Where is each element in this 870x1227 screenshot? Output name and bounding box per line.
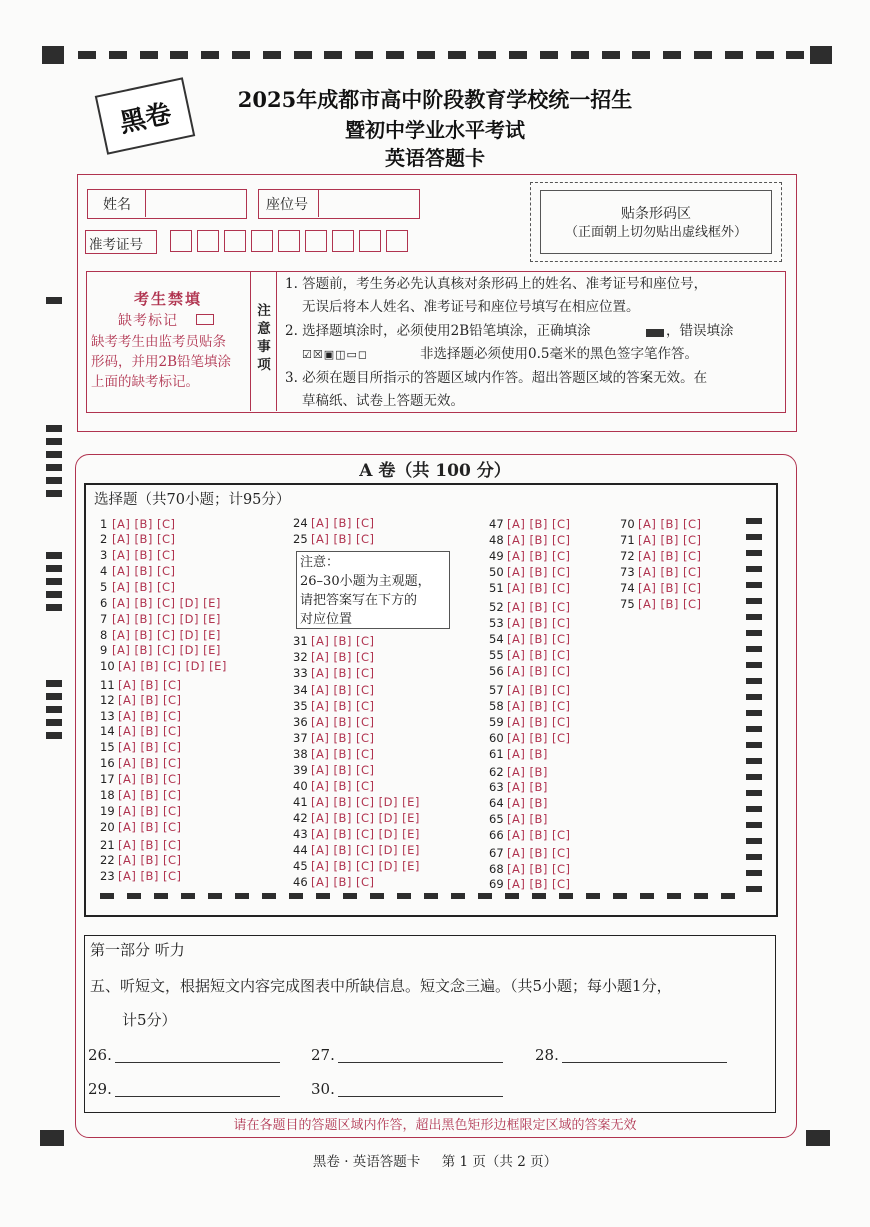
answer-options[interactable]: [A] [B] [C] xyxy=(507,616,571,630)
barcode-title: 贴条形码区 xyxy=(621,206,691,222)
question-number: 62 xyxy=(489,765,504,779)
question-number: 56 xyxy=(489,664,504,678)
notes-label-char: 项 xyxy=(257,357,271,373)
question-number: 40 xyxy=(293,779,308,793)
seat-label: 座位号 xyxy=(266,197,308,213)
section-a-title: A 卷（共 100 分） xyxy=(359,461,511,481)
answer-options[interactable]: [A] [B] [C] xyxy=(507,648,571,662)
question-number: 65 xyxy=(489,812,504,826)
bottom-timing-dash xyxy=(316,893,330,899)
question-number: 74 xyxy=(620,581,635,595)
question-number: 4 xyxy=(100,564,108,578)
answer-options[interactable]: [A] [B] [C] xyxy=(311,875,375,889)
question-number: 48 xyxy=(489,533,504,547)
blank-27-label: 27. xyxy=(311,1046,335,1064)
blank-29-label: 29. xyxy=(88,1080,112,1098)
choice-right-marks xyxy=(746,518,764,908)
answer-options[interactable]: [A] [B] [C] xyxy=(507,581,571,595)
answer-options[interactable]: [A] [B] [C] [D] [E] xyxy=(311,843,420,857)
question-number: 39 xyxy=(293,763,308,777)
question-number: 59 xyxy=(489,715,504,729)
answer-options[interactable]: [A] [B] [C] xyxy=(311,666,375,680)
corner-mark-br xyxy=(806,1130,830,1146)
right-timing-mark xyxy=(746,678,762,684)
blank-28-label: 28. xyxy=(535,1046,559,1064)
question-number: 6 xyxy=(100,596,108,610)
answer-options[interactable]: [A] [B] [C] xyxy=(311,779,375,793)
answer-options[interactable]: [A] [B] [C] xyxy=(638,549,702,563)
bottom-timing-dash xyxy=(505,893,519,899)
question-number: 25 xyxy=(293,532,308,546)
answer-options[interactable]: [A] [B] [C] xyxy=(507,600,571,614)
bottom-timing-dash xyxy=(154,893,168,899)
question-number: 67 xyxy=(489,846,504,860)
out-of-area-warning: 请在各题目的答题区域内作答，超出黑色矩形边框限定区域的答案无效 xyxy=(233,1118,637,1133)
answer-options[interactable]: [A] [B] [C] xyxy=(311,715,375,729)
question-number: 58 xyxy=(489,699,504,713)
bottom-timing-dash xyxy=(586,893,600,899)
bottom-timing-dash xyxy=(694,893,708,899)
bottom-timing-dash xyxy=(208,893,222,899)
answer-options[interactable]: [A] [B] [C] [D] [E] xyxy=(118,659,227,673)
answer-options[interactable]: [A] [B] [C] xyxy=(311,532,375,546)
question-number: 47 xyxy=(489,517,504,531)
question-number: 68 xyxy=(489,862,504,876)
answer-options[interactable]: [A] [B] xyxy=(507,812,548,826)
question-number: 55 xyxy=(489,648,504,662)
question-number: 33 xyxy=(293,666,308,680)
bottom-timing-dash xyxy=(262,893,276,899)
question-number: 16 xyxy=(100,756,115,770)
question-number: 9 xyxy=(100,643,108,657)
right-timing-mark xyxy=(746,630,762,636)
page-footer: 黑卷 · 英语答题卡 第 1 页（共 2 页） xyxy=(312,1154,558,1170)
bottom-timing-dash xyxy=(289,893,303,899)
exam-subtitle: 暨初中学业水平考试 xyxy=(345,118,525,142)
bottom-timing-dash xyxy=(532,893,546,899)
right-timing-mark xyxy=(746,822,762,828)
answer-options[interactable]: [A] [B] [C] xyxy=(118,820,182,834)
question-number: 70 xyxy=(620,517,635,531)
answer-options[interactable]: [A] [B] [C] xyxy=(507,664,571,678)
blank-29-line[interactable] xyxy=(115,1096,280,1097)
question-number: 19 xyxy=(100,804,115,818)
answer-options[interactable]: [A] [B] [C] xyxy=(638,581,702,595)
question-number: 35 xyxy=(293,699,308,713)
right-timing-mark xyxy=(746,566,762,572)
answer-options[interactable]: [A] [B] xyxy=(507,747,548,761)
blank-26-label: 26. xyxy=(88,1046,112,1064)
question-number: 22 xyxy=(100,853,115,867)
answer-options[interactable]: [A] [B] [C] xyxy=(311,699,375,713)
notice-title: 注意： xyxy=(300,555,340,570)
answer-options[interactable]: [A] [B] [C] xyxy=(112,580,176,594)
answer-options[interactable]: [A] [B] [C] xyxy=(311,763,375,777)
answer-options[interactable]: [A] [B] [C] xyxy=(507,828,571,842)
part1-title: 第一部分 听力 xyxy=(90,941,185,959)
question-number: 51 xyxy=(489,581,504,595)
question-number: 38 xyxy=(293,747,308,761)
question-number: 50 xyxy=(489,565,504,579)
note-1a: 1. 答题前，考生务必先认真核对条形码上的姓名、准考证号和座位号， xyxy=(285,276,708,292)
notes-label-char: 事 xyxy=(257,339,271,355)
answer-options[interactable]: [A] [B] [C] xyxy=(638,533,702,547)
right-timing-mark xyxy=(746,518,762,524)
right-timing-mark xyxy=(746,710,762,716)
question-number: 24 xyxy=(293,516,308,530)
answer-options[interactable]: [A] [B] [C] xyxy=(112,564,176,578)
bottom-timing-dash xyxy=(478,893,492,899)
right-timing-mark xyxy=(746,550,762,556)
answer-options[interactable]: [A] [B] [C] xyxy=(507,565,571,579)
question-number: 63 xyxy=(489,780,504,794)
answer-options[interactable]: [A] [B] [C] xyxy=(507,632,571,646)
right-timing-mark xyxy=(746,646,762,652)
answer-options[interactable]: [A] [B] [C] xyxy=(507,683,571,697)
right-timing-mark xyxy=(746,838,762,844)
question-number: 57 xyxy=(489,683,504,697)
answer-options[interactable]: [A] [B] [C] xyxy=(507,517,571,531)
question-number: 5 xyxy=(100,580,108,594)
bottom-timing-dash xyxy=(451,893,465,899)
notes-label-char: 注 xyxy=(257,303,271,319)
exam-id-label: 准考证号 xyxy=(89,237,143,253)
answer-sheet-title: 英语答题卡 xyxy=(385,146,485,170)
question-number: 73 xyxy=(620,565,635,579)
answer-options[interactable]: [A] [B] [C] xyxy=(118,788,182,802)
answer-options[interactable]: [A] [B] [C] xyxy=(311,516,375,530)
right-timing-mark xyxy=(746,598,762,604)
blank-30-label: 30. xyxy=(311,1080,335,1098)
question-number: 2 xyxy=(100,532,108,546)
right-timing-mark xyxy=(746,806,762,812)
bottom-timing-dash xyxy=(127,893,141,899)
stamp-text: 黑卷 xyxy=(116,98,175,139)
right-timing-mark xyxy=(746,886,762,892)
question-number: 42 xyxy=(293,811,308,825)
question-number: 18 xyxy=(100,788,115,802)
answer-options[interactable]: [A] [B] [C] xyxy=(507,862,571,876)
question-number: 61 xyxy=(489,747,504,761)
note-3b: 草稿纸、试卷上答题无效。 xyxy=(302,393,464,409)
bottom-timing-dash xyxy=(559,893,573,899)
question-number: 23 xyxy=(100,869,115,883)
bottom-timing-dash xyxy=(424,893,438,899)
answer-options[interactable]: [A] [B] xyxy=(507,780,548,794)
question-number: 31 xyxy=(293,634,308,648)
answer-options[interactable]: [A] [B] [C] xyxy=(638,597,702,611)
answer-options[interactable]: [A] [B] [C] xyxy=(118,756,182,770)
answer-options[interactable]: [A] [B] [C] xyxy=(311,747,375,761)
listening-box xyxy=(84,935,776,1113)
answer-options[interactable]: [A] [B] [C] xyxy=(118,740,182,754)
question-number: 64 xyxy=(489,796,504,810)
right-timing-mark xyxy=(746,774,762,780)
answer-options[interactable]: [A] [B] [C] xyxy=(507,846,571,860)
bottom-timing-dash xyxy=(343,893,357,899)
forbidden-desc-line: 上面的缺考标记。 xyxy=(91,374,199,390)
bottom-timing-dash xyxy=(235,893,249,899)
forbidden-title: 考生禁填 xyxy=(133,290,202,308)
bottom-timing-dash xyxy=(640,893,654,899)
question-number: 10 xyxy=(100,659,115,673)
answer-options[interactable]: [A] [B] [C] [D] [E] xyxy=(112,612,221,626)
answer-options[interactable]: [A] [B] [C] xyxy=(112,532,176,546)
answer-options[interactable]: [A] [B] [C] xyxy=(507,731,571,745)
answer-options[interactable]: [A] [B] [C] xyxy=(118,772,182,786)
bottom-timing-dash xyxy=(181,893,195,899)
answer-options[interactable]: [A] [B] [C] xyxy=(311,634,375,648)
question-number: 34 xyxy=(293,683,308,697)
name-label: 姓名 xyxy=(103,197,131,213)
question-number: 15 xyxy=(100,740,115,754)
note-2a: 2. 选择题填涂时，必须使用2B铅笔填涂，正确填涂 xyxy=(285,323,591,339)
corner-mark-bl xyxy=(40,1130,64,1146)
right-timing-mark xyxy=(746,614,762,620)
question-number: 7 xyxy=(100,612,108,626)
question-number: 12 xyxy=(100,693,115,707)
question-number: 60 xyxy=(489,731,504,745)
bottom-timing-dash xyxy=(397,893,411,899)
question-number: 13 xyxy=(100,709,115,723)
question-number: 45 xyxy=(293,859,308,873)
question-number: 54 xyxy=(489,632,504,646)
question-number: 14 xyxy=(100,724,115,738)
question-number: 72 xyxy=(620,549,635,563)
answer-options[interactable]: [A] [B] [C] xyxy=(311,683,375,697)
note-2c: 非选择题必须使用0.5毫米的黑色签字笔作答。 xyxy=(420,346,698,362)
bottom-timing-dash xyxy=(613,893,627,899)
question-number: 43 xyxy=(293,827,308,841)
answer-options[interactable]: [A] [B] [C] xyxy=(507,549,571,563)
answer-options[interactable]: [A] [B] [C] xyxy=(118,853,182,867)
blank-26-line[interactable] xyxy=(115,1062,280,1063)
notice-line: 请把答案写在下方的 xyxy=(300,593,418,608)
answer-options[interactable]: [A] [B] [C] [D] [E] xyxy=(112,643,221,657)
right-timing-mark xyxy=(746,726,762,732)
answer-options[interactable]: [A] [B] [C] xyxy=(118,709,182,723)
question-number: 71 xyxy=(620,533,635,547)
choice-bottom-marks xyxy=(100,893,750,901)
question-number: 44 xyxy=(293,843,308,857)
answer-options[interactable]: [A] [B] [C] [D] [E] xyxy=(311,859,420,873)
bottom-timing-dash xyxy=(721,893,735,899)
answer-options[interactable]: [A] [B] [C] xyxy=(112,517,176,531)
answer-options[interactable]: [A] [B] [C] xyxy=(118,678,182,692)
answer-options[interactable]: [A] [B] [C] xyxy=(638,565,702,579)
answer-options[interactable]: [A] [B] [C] [D] [E] xyxy=(311,827,420,841)
question-number: 52 xyxy=(489,600,504,614)
answer-options[interactable]: [A] [B] [C] xyxy=(638,517,702,531)
question-number: 11 xyxy=(100,678,115,692)
right-timing-mark xyxy=(746,758,762,764)
answer-options[interactable]: [A] [B] [C] xyxy=(112,548,176,562)
question-number: 37 xyxy=(293,731,308,745)
answer-options[interactable]: [A] [B] [C] xyxy=(118,693,182,707)
answer-options[interactable]: [A] [B] xyxy=(507,765,548,779)
right-timing-mark xyxy=(746,790,762,796)
question-number: 20 xyxy=(100,820,115,834)
question-number: 46 xyxy=(293,875,308,889)
right-timing-mark xyxy=(746,582,762,588)
question-number: 69 xyxy=(489,877,504,891)
question-number: 8 xyxy=(100,628,108,642)
answer-options[interactable]: [A] [B] [C] xyxy=(507,715,571,729)
forbidden-desc-line: 形码，并用2B铅笔填涂 xyxy=(91,354,232,370)
question-number: 66 xyxy=(489,828,504,842)
answer-options[interactable]: [A] [B] [C] [D] [E] xyxy=(311,795,420,809)
question-number: 49 xyxy=(489,549,504,563)
notice-line: 对应位置 xyxy=(300,612,353,627)
exam-title: 2025年成都市高中阶段教育学校统一招生 xyxy=(237,87,633,112)
answer-options[interactable]: [A] [B] [C] xyxy=(507,699,571,713)
answer-options[interactable]: [A] [B] [C] xyxy=(118,804,182,818)
question-number: 21 xyxy=(100,838,115,852)
barcode-note: （正面朝上切勿贴出虚线框外） xyxy=(564,225,747,240)
blank-27-line[interactable] xyxy=(338,1062,503,1063)
wrong-fill-samples: ☑☒▣◫▭◻ xyxy=(302,348,369,361)
blank-30-line[interactable] xyxy=(338,1096,503,1097)
answer-options[interactable]: [A] [B] [C] [D] [E] xyxy=(112,596,221,610)
answer-options[interactable]: [A] [B] [C] [D] [E] xyxy=(112,628,221,642)
answer-options[interactable]: [A] [B] [C] xyxy=(118,869,182,883)
right-timing-mark xyxy=(746,854,762,860)
question-number: 1 xyxy=(100,517,108,531)
blank-28-line[interactable] xyxy=(562,1062,727,1063)
answer-options[interactable]: [A] [B] xyxy=(507,796,548,810)
notes-label-char: 意 xyxy=(257,321,271,337)
note-2b: ，错误填涂 xyxy=(666,323,734,339)
answer-options[interactable]: [A] [B] [C] [D] [E] xyxy=(311,811,420,825)
right-timing-mark xyxy=(746,694,762,700)
answer-options[interactable]: [A] [B] [C] xyxy=(507,533,571,547)
question-number: 32 xyxy=(293,650,308,664)
question-number: 53 xyxy=(489,616,504,630)
bottom-timing-dash xyxy=(370,893,384,899)
choice-title: 选择题（共70小题；计95分） xyxy=(94,492,291,508)
answer-options[interactable]: [A] [B] [C] xyxy=(311,650,375,664)
bottom-timing-dash xyxy=(100,893,114,899)
question-number: 3 xyxy=(100,548,108,562)
right-timing-mark xyxy=(746,742,762,748)
note-1b: 无误后将本人姓名、准考证号和座位号填写在相应位置。 xyxy=(302,299,640,315)
answer-options[interactable]: [A] [B] [C] xyxy=(118,724,182,738)
right-timing-mark xyxy=(746,534,762,540)
question-number: 36 xyxy=(293,715,308,729)
answer-options[interactable]: [A] [B] [C] xyxy=(507,877,571,891)
forbidden-desc-line: 缺考考生由监考员贴条 xyxy=(91,334,226,350)
notice-line: 26–30小题为主观题， xyxy=(300,574,431,589)
right-timing-mark xyxy=(746,662,762,668)
question-number: 17 xyxy=(100,772,115,786)
question-number: 75 xyxy=(620,597,635,611)
part1-instruction-2: 计5分） xyxy=(122,1011,177,1029)
answer-options[interactable]: [A] [B] [C] xyxy=(311,731,375,745)
absent-mark-label: 缺考标记 xyxy=(118,313,178,329)
question-number: 41 xyxy=(293,795,308,809)
right-timing-mark xyxy=(746,870,762,876)
bottom-timing-dash xyxy=(667,893,681,899)
note-3a: 3. 必须在题目所指示的答题区域内作答。超出答题区域的答案无效。在 xyxy=(285,370,708,386)
part1-instruction: 五、听短文，根据短文内容完成图表中所缺信息。短文念三遍。（共5小题；每小题1分， xyxy=(90,977,672,995)
answer-options[interactable]: [A] [B] [C] xyxy=(118,838,182,852)
